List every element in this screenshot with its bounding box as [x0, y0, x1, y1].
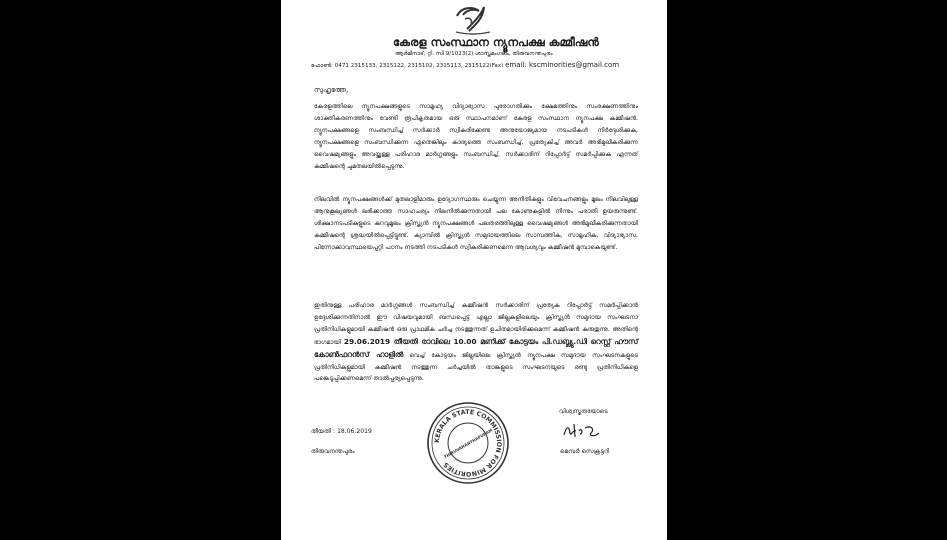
paragraph-2: നിലവിൽ ന്യൂനപക്ഷങ്ങൾക്ക് മുതലാളിമാരും ഉദ്യോഗസ്ഥരും ചെയ്യുന്ന അനീതികളും വിവേചനങ്ങളും മൂലം നിലവിലുള്ള ആനുകൂല്യങ്ങൾ ലഭിക്കാത്ത സാഹചര്യം നിലനിൽക്കുന്നതായി പല കോണുകളിൽ നിന്നും പരാതി ഉയരുന്നുണ്ട്. ശിക്ഷാനടപടികളുടെ കുറവുമൂലം ക്രിസ്ത്യൻ ന്യൂനപക്ഷങ്ങൾ പലതരത്തിലുള്ള വൈഷമ്യങ്ങൾ അഭിമുഖീകരിക്കുന്നതായി കമ്മീഷന്റെ ശ്രദ്ധയിൽപ്പെട്ടിട്ടുണ്ട്. ക്യാമ്പിൽ ക്രിസ്ത്യൻ സമുദായത്തിലെ സാമ്പത്തിക, സാമൂഹിക, വിദ്യാഭ്യാസ, പിന്നോക്കാവസ്ഥയെപ്പറ്റി പഠനം നടത്തി നടപടികൾ സ്വീകരിക്കണമെന്ന ആവശ്യവും കമ്മീഷൻ മുമ്പാകെയുണ്ട്.	[314, 196, 638, 251]
official-seal-icon	[426, 401, 510, 485]
seal-inner-text: THIRUVANANTHAPURAM	[443, 427, 494, 460]
signature-icon	[561, 421, 601, 441]
paragraph-1: കേരളത്തിലെ ന്യൂനപക്ഷങ്ങളുടെ സാമൂഹ്യ വിദ്യാഭ്യാസ പുരോഗതിക്കും ക്ഷേമത്തിനും സംരക്ഷണത്തിനും ശാക്തീകരണത്തിനും വേണ്ടി രൂപീകൃതമായ ഒരു സ്ഥാപനമാണ് കേരള സംസ്ഥാന ന്യൂനപക്ഷ കമ്മീഷൻ. ന്യൂനപക്ഷങ്ങളെ സംബന്ധിച്ച് സർക്കാർ സ്വീകരിക്കേണ്ട അനുയോജ്യമായ നടപടികൾ നിർദ്ദേശിക്കുക, ന്യൂനപക്ഷങ്ങളെ സംബന്ധിക്കുന്ന ഏതെങ്കിലും കാര്യത്തെ സംബന്ധിച്ച്, പ്രത്യേകിച്ച് അവർ അഭിമുഖീകരിക്കുന്ന വൈഷമ്യങ്ങളും അവയ്ക്കുള്ള പരിഹാര മാർഗ്ഗങ്ങളും സംബന്ധിച്ച്, സർക്കാരിന് റിപ്പോർട്ട് സമർപ്പിക്കുക എന്നത് കമ്മീഷന്റെ ചുമതലയിൽപ്പെടുന്നു.	[314, 103, 638, 170]
letter-place: തിരുവനന്തപുരം	[311, 448, 355, 455]
letter-page	[281, 0, 667, 540]
commission-contact	[311, 61, 619, 70]
signatory-designation: മെമ്പർ സെക്രട്ടറി	[560, 448, 610, 455]
seal-outer-text: KERALA STATE COMMISSION FOR MINORITIES	[433, 408, 503, 478]
paragraph-3-text-end: വെച്ച് കോട്ടയം ജില്ലയിലെ ക്രിസ്ത്യൻ ന്യൂനപക്ഷ സമുദായ സംഘടനകളുടെ പ്രതിനിധികളുമായി കമ്മീഷൻ നടത്തുന്ന ചർച്ചയിൽ താങ്കളുടെ സംഘടനയുടെ രണ്ടു പ്രതിനിധികളെ പങ്കെടുപ്പിക്കണമെന്ന് താൽപ്പര്യപ്പെടുന്നു.	[314, 351, 638, 383]
commission-logo-icon	[453, 3, 493, 35]
salutation: സുഹൃത്തേ,	[314, 86, 349, 94]
phone-numbers: ഫോൺ: 0471 2315133, 2315122, 2315102, 2315113, 2315122(Fax)	[311, 63, 504, 69]
commission-address: ആർമിനാട്, റ്റി. സി 9/1023(2) ശാസ്തമംഗലം, തിരുവനന്തപുരം	[395, 51, 553, 57]
email-address: email: kscminorities@gmail.com	[505, 61, 620, 69]
commission-title: കേരള സംസ്ഥാന ന്യൂനപക്ഷ കമ്മീഷൻ	[393, 35, 599, 49]
letter-date: തീയതി : 18.06.2019	[311, 428, 372, 435]
paragraph-3	[314, 300, 638, 385]
closing-regards: വിശ്വസ്തതയോടെ	[559, 408, 608, 415]
meeting-details: 29.06.2019 തീയതി രാവിലെ 10.00 മണിക്ക് കോട്ടയം പി.ഡബ്ല്യു.ഡി റെസ്റ്റ് ഹൗസ് കോൺഫറൻസ് ഹാളിൽ	[314, 336, 638, 359]
paragraph-3-text: ഇതിനുള്ള പരിഹാര മാർഗ്ഗങ്ങൾ സംബന്ധിച്ച് കമ്മീഷൻ സർക്കാരിന് പ്രത്യേക റിപ്പോർട്ട് സമർപ്പിക്കാൻ ഉദ്ദേശിക്കുന്നതിനാൽ ഈ വിഷയവുമായി ബന്ധപ്പെട്ട് എല്ലാ ജില്ലകളിലെയും ക്രിസ്ത്യൻ സമുദായ സംഘടനാ പ്രതിനിധികളുമായി കമ്മീഷൻ ഒരു പ്രാഥമിക ചർച്ച നടത്തുന്നത് ഉചിതമായിരിക്കുമെന്ന് കമ്മീഷൻ കരുതുന്നു. അതിന്റെ ഭാഗമായി	[314, 302, 638, 346]
